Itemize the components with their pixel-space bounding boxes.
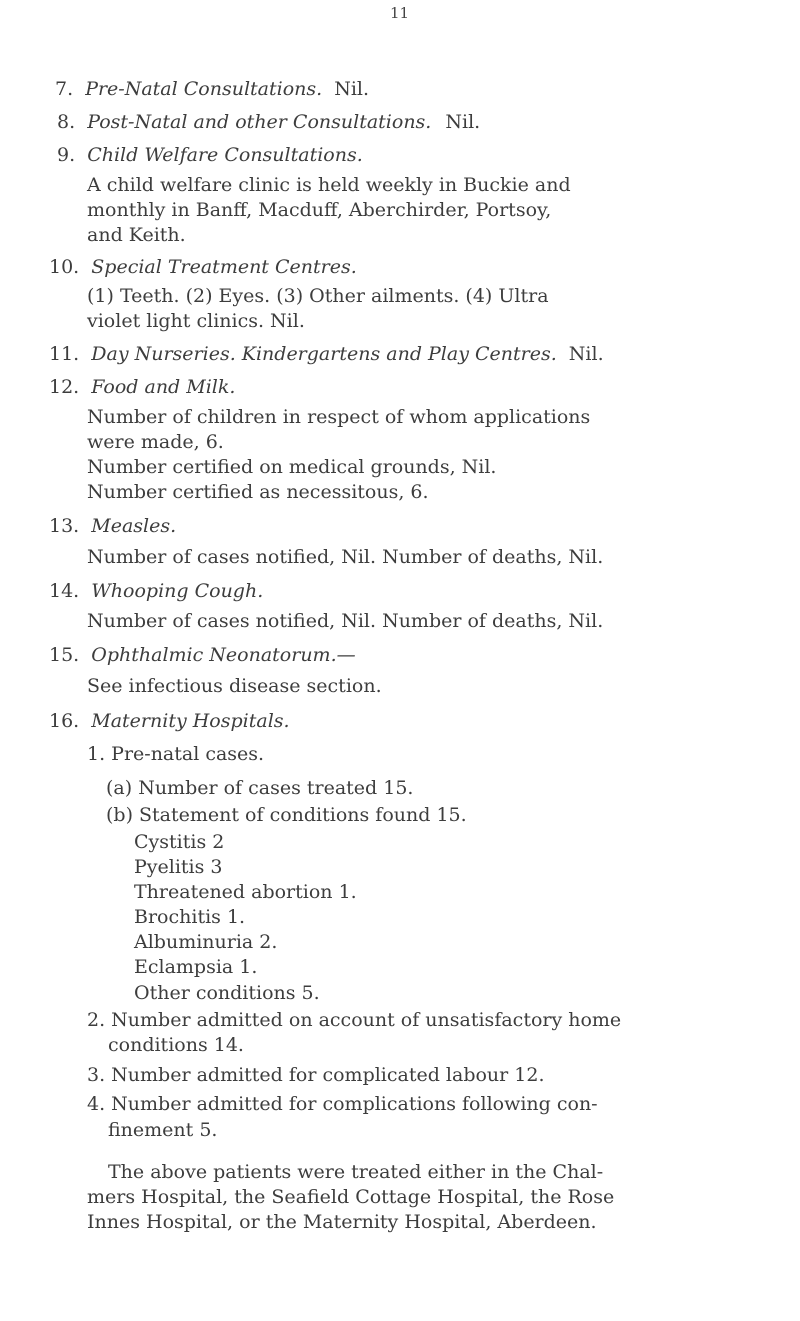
item-heading: Ophthalmic Neonatorum.— (91, 644, 356, 666)
item-heading: Food and Milk. (91, 376, 236, 398)
closing-paragraph: The above patients were treated either in the Chal- (108, 1161, 604, 1183)
item-heading: Day Nurseries. Kindergartens and Play Centres. (91, 343, 557, 365)
item-12-text: Number certified on medical grounds, Nil. (87, 456, 497, 478)
item-heading: Whooping Cough. (91, 580, 264, 602)
item-7 (55, 80, 369, 99)
item-number: 8. (57, 111, 76, 133)
item-number: 7. (55, 78, 74, 100)
condition-item: Albuminuria 2. (134, 931, 278, 953)
item-11 (49, 345, 604, 364)
item-heading: Maternity Hospitals. (91, 710, 290, 732)
item-16-sub1: 1. Pre-natal cases. (87, 743, 265, 765)
item-16-sub3: 3. Number admitted for complicated labour 12. (87, 1064, 545, 1086)
item-16-sub4: finement 5. (108, 1119, 218, 1141)
condition-item: Other conditions 5. (134, 982, 320, 1004)
item-9-text: A child welfare clinic is held weekly in Buckie and (87, 174, 571, 196)
condition-item: Brochitis 1. (134, 906, 246, 928)
item-number: 13. (49, 515, 80, 537)
item-15 (49, 646, 356, 665)
item-heading: Special Treatment Centres. (91, 256, 357, 278)
item-14 (49, 582, 263, 601)
item-number: 14. (49, 580, 80, 602)
condition-item: Threatened abortion 1. (134, 881, 357, 903)
item-16-sub2: conditions 14. (108, 1034, 244, 1056)
item-value: Nil. (334, 78, 370, 100)
item-14-text: Number of cases notified, Nil. Number of deaths, Nil. (87, 610, 604, 632)
item-16-sub1a: (a) Number of cases treated 15. (106, 777, 414, 799)
item-13-text: Number of cases notified, Nil. Number of deaths, Nil. (87, 546, 604, 568)
condition-item: Pyelitis 3 (134, 856, 223, 878)
item-number: 10. (49, 256, 80, 278)
closing-paragraph: mers Hospital, the Seafield Cottage Hospital, the Rose (87, 1186, 615, 1208)
item-number: 15. (49, 644, 80, 666)
item-number: 16. (49, 710, 80, 732)
item-15-text: See infectious disease section. (87, 675, 382, 697)
closing-paragraph: Innes Hospital, or the Maternity Hospital, Aberdeen. (87, 1211, 597, 1233)
item-heading: Measles. (91, 515, 177, 537)
item-9-text: and Keith. (87, 224, 186, 246)
condition-item: Cystitis 2 (134, 831, 225, 853)
item-12-text: were made, 6. (87, 431, 224, 453)
item-10-text: (1) Teeth. (2) Eyes. (3) Other ailments. (4) Ultra (87, 285, 549, 307)
item-value: Nil. (445, 111, 481, 133)
item-10 (49, 258, 357, 277)
item-heading: Post-Natal and other Consultations. (87, 111, 432, 133)
item-heading: Pre-Natal Consultations. (85, 78, 323, 100)
item-8 (57, 113, 480, 132)
item-number: 11. (49, 343, 80, 365)
item-9-text: monthly in Banff, Macduff, Aberchirder, Portsoy, (87, 199, 552, 221)
item-16 (49, 712, 290, 731)
item-16-sub1b: (b) Statement of conditions found 15. (106, 804, 467, 826)
item-12 (49, 378, 235, 397)
item-16-sub2: 2. Number admitted on account of unsatisfactory home (87, 1009, 622, 1031)
item-16-sub4: 4. Number admitted for complications following con- (87, 1093, 598, 1115)
item-10-text: violet light clinics. Nil. (87, 310, 305, 332)
condition-item: Eclampsia 1. (134, 956, 258, 978)
item-value: Nil. (568, 343, 604, 365)
item-13 (49, 517, 176, 536)
item-number: 9. (57, 144, 76, 166)
item-9 (57, 146, 363, 165)
item-12-text: Number of children in respect of whom applications (87, 406, 591, 428)
item-12-text: Number certified as necessitous, 6. (87, 481, 429, 503)
item-number: 12. (49, 376, 80, 398)
page-number: 11 (390, 4, 410, 22)
item-heading: Child Welfare Consultations. (87, 144, 363, 166)
